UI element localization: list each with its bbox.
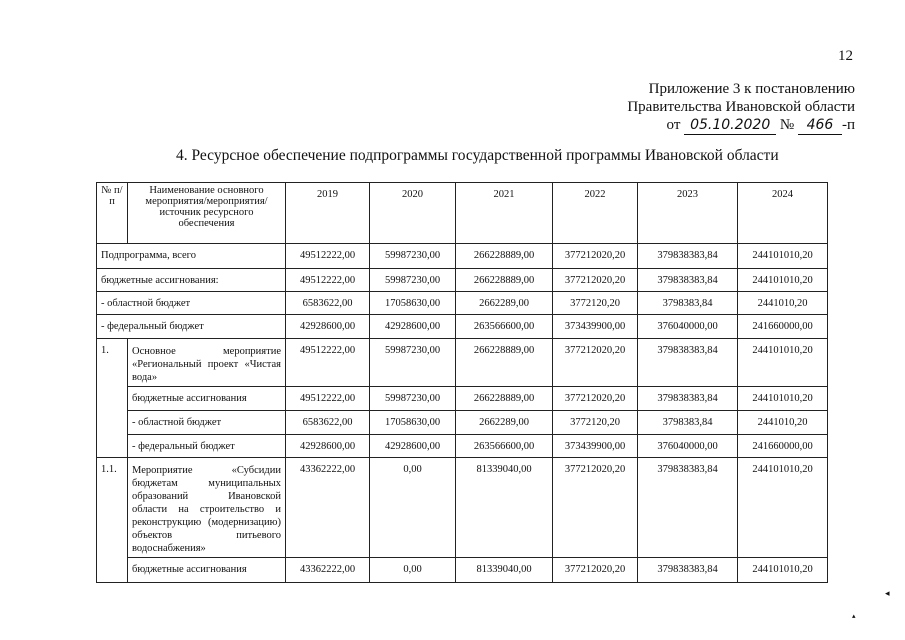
value-cell: 59987230,00 xyxy=(370,244,456,269)
header-col-num: № п/п xyxy=(97,183,128,244)
value-cell: 379838383,84 xyxy=(638,387,738,411)
section-title: 4. Ресурсное обеспечение подпрограммы государственной программы Ивановской области xyxy=(176,147,779,164)
value-cell: 81339040,00 xyxy=(456,458,553,558)
value-cell: 3798383,84 xyxy=(638,292,738,315)
value-cell: 379838383,84 xyxy=(638,244,738,269)
row-number: 1.1. xyxy=(97,458,128,583)
scan-artifact: ◂ xyxy=(885,588,890,598)
appendix-header xyxy=(627,80,855,135)
value-cell: 42928600,00 xyxy=(370,435,456,458)
value-cell: 266228889,00 xyxy=(456,244,553,269)
value-cell: 377212020,20 xyxy=(553,458,638,558)
value-cell: 2441010,20 xyxy=(738,411,828,435)
row-label: Основное мероприятие «Региональный проект «Чистая вода» xyxy=(128,339,286,387)
value-cell: 17058630,00 xyxy=(370,292,456,315)
value-cell: 377212020,20 xyxy=(553,244,638,269)
value-cell: 379838383,84 xyxy=(638,558,738,583)
value-cell: 244101010,20 xyxy=(738,387,828,411)
table-row xyxy=(97,387,828,411)
value-cell: 379838383,84 xyxy=(638,458,738,558)
value-cell: 49512222,00 xyxy=(286,387,370,411)
table-row xyxy=(97,558,828,583)
value-cell: 373439900,00 xyxy=(553,435,638,458)
value-cell: 379838383,84 xyxy=(638,269,738,292)
value-cell: 241660000,00 xyxy=(738,435,828,458)
header-col-2019: 2019 xyxy=(286,183,370,244)
header-col-2022: 2022 xyxy=(553,183,638,244)
appendix-line-2: Правительства Ивановской области xyxy=(627,99,855,115)
scan-artifact: ▴ xyxy=(852,612,856,620)
page-number: 12 xyxy=(838,48,853,64)
value-cell: 59987230,00 xyxy=(370,269,456,292)
value-cell: 49512222,00 xyxy=(286,339,370,387)
table-row xyxy=(97,411,828,435)
number-label: № xyxy=(779,117,795,133)
row-label: бюджетные ассигнования xyxy=(128,558,286,583)
value-cell: 241660000,00 xyxy=(738,315,828,339)
row-label: - федеральный бюджет xyxy=(97,315,286,339)
row-label: бюджетные ассигнования xyxy=(128,387,286,411)
header-col-2020: 2020 xyxy=(370,183,456,244)
value-cell: 49512222,00 xyxy=(286,244,370,269)
value-cell: 373439900,00 xyxy=(553,315,638,339)
value-cell: 59987230,00 xyxy=(370,339,456,387)
value-cell: 2441010,20 xyxy=(738,292,828,315)
header-col-2023: 2023 xyxy=(638,183,738,244)
header-row xyxy=(97,183,828,244)
value-cell: 42928600,00 xyxy=(286,315,370,339)
value-cell: 244101010,20 xyxy=(738,269,828,292)
resource-table xyxy=(96,182,828,583)
handwritten-date: 05.10.2020 xyxy=(684,116,776,135)
value-cell: 376040000,00 xyxy=(638,315,738,339)
value-cell: 3798383,84 xyxy=(638,411,738,435)
row-label: - областной бюджет xyxy=(97,292,286,315)
row-label: бюджетные ассигнования: xyxy=(97,269,286,292)
table-row xyxy=(97,435,828,458)
table-row xyxy=(97,292,828,315)
value-cell: 49512222,00 xyxy=(286,269,370,292)
header-col-name: Наименование основного мероприятия/мероприятия/ источник ресурсного обеспечения xyxy=(128,183,286,244)
value-cell: 3772120,20 xyxy=(553,411,638,435)
table-row xyxy=(97,339,828,387)
value-cell: 59987230,00 xyxy=(370,387,456,411)
value-cell: 266228889,00 xyxy=(456,269,553,292)
value-cell: 266228889,00 xyxy=(456,339,553,387)
value-cell: 244101010,20 xyxy=(738,458,828,558)
header-col-2024: 2024 xyxy=(738,183,828,244)
row-label: - федеральный бюджет xyxy=(128,435,286,458)
row-number: 1. xyxy=(97,339,128,458)
row-label: - областной бюджет xyxy=(128,411,286,435)
value-cell: 377212020,20 xyxy=(553,387,638,411)
value-cell: 17058630,00 xyxy=(370,411,456,435)
value-cell: 0,00 xyxy=(370,558,456,583)
appendix-line-1: Приложение 3 к постановлению xyxy=(648,81,855,97)
value-cell: 43362222,00 xyxy=(286,458,370,558)
table-row xyxy=(97,315,828,339)
value-cell: 379838383,84 xyxy=(638,339,738,387)
from-label: от xyxy=(666,117,681,133)
value-cell: 376040000,00 xyxy=(638,435,738,458)
value-cell: 42928600,00 xyxy=(286,435,370,458)
value-cell: 43362222,00 xyxy=(286,558,370,583)
number-suffix: -п xyxy=(841,117,855,133)
value-cell: 0,00 xyxy=(370,458,456,558)
table-row xyxy=(97,269,828,292)
value-cell: 377212020,20 xyxy=(553,339,638,387)
row-label: Подпрограмма, всего xyxy=(97,244,286,269)
appendix-line-3 xyxy=(627,116,855,135)
value-cell: 244101010,20 xyxy=(738,339,828,387)
value-cell: 244101010,20 xyxy=(738,244,828,269)
value-cell: 244101010,20 xyxy=(738,558,828,583)
value-cell: 263566600,00 xyxy=(456,315,553,339)
row-label: Мероприятие «Субсидии бюджетам муниципальных образований Ивановской области на строительство и реконструкцию (модернизацию) объектов питьевого водоснабжения» xyxy=(128,458,286,558)
value-cell: 6583622,00 xyxy=(286,292,370,315)
handwritten-number: 466 xyxy=(798,116,842,135)
header-col-2021: 2021 xyxy=(456,183,553,244)
value-cell: 263566600,00 xyxy=(456,435,553,458)
table-row xyxy=(97,244,828,269)
value-cell: 377212020,20 xyxy=(553,269,638,292)
value-cell: 377212020,20 xyxy=(553,558,638,583)
value-cell: 2662289,00 xyxy=(456,411,553,435)
value-cell: 42928600,00 xyxy=(370,315,456,339)
value-cell: 266228889,00 xyxy=(456,387,553,411)
value-cell: 3772120,20 xyxy=(553,292,638,315)
value-cell: 81339040,00 xyxy=(456,558,553,583)
value-cell: 2662289,00 xyxy=(456,292,553,315)
table-row xyxy=(97,458,828,558)
value-cell: 6583622,00 xyxy=(286,411,370,435)
